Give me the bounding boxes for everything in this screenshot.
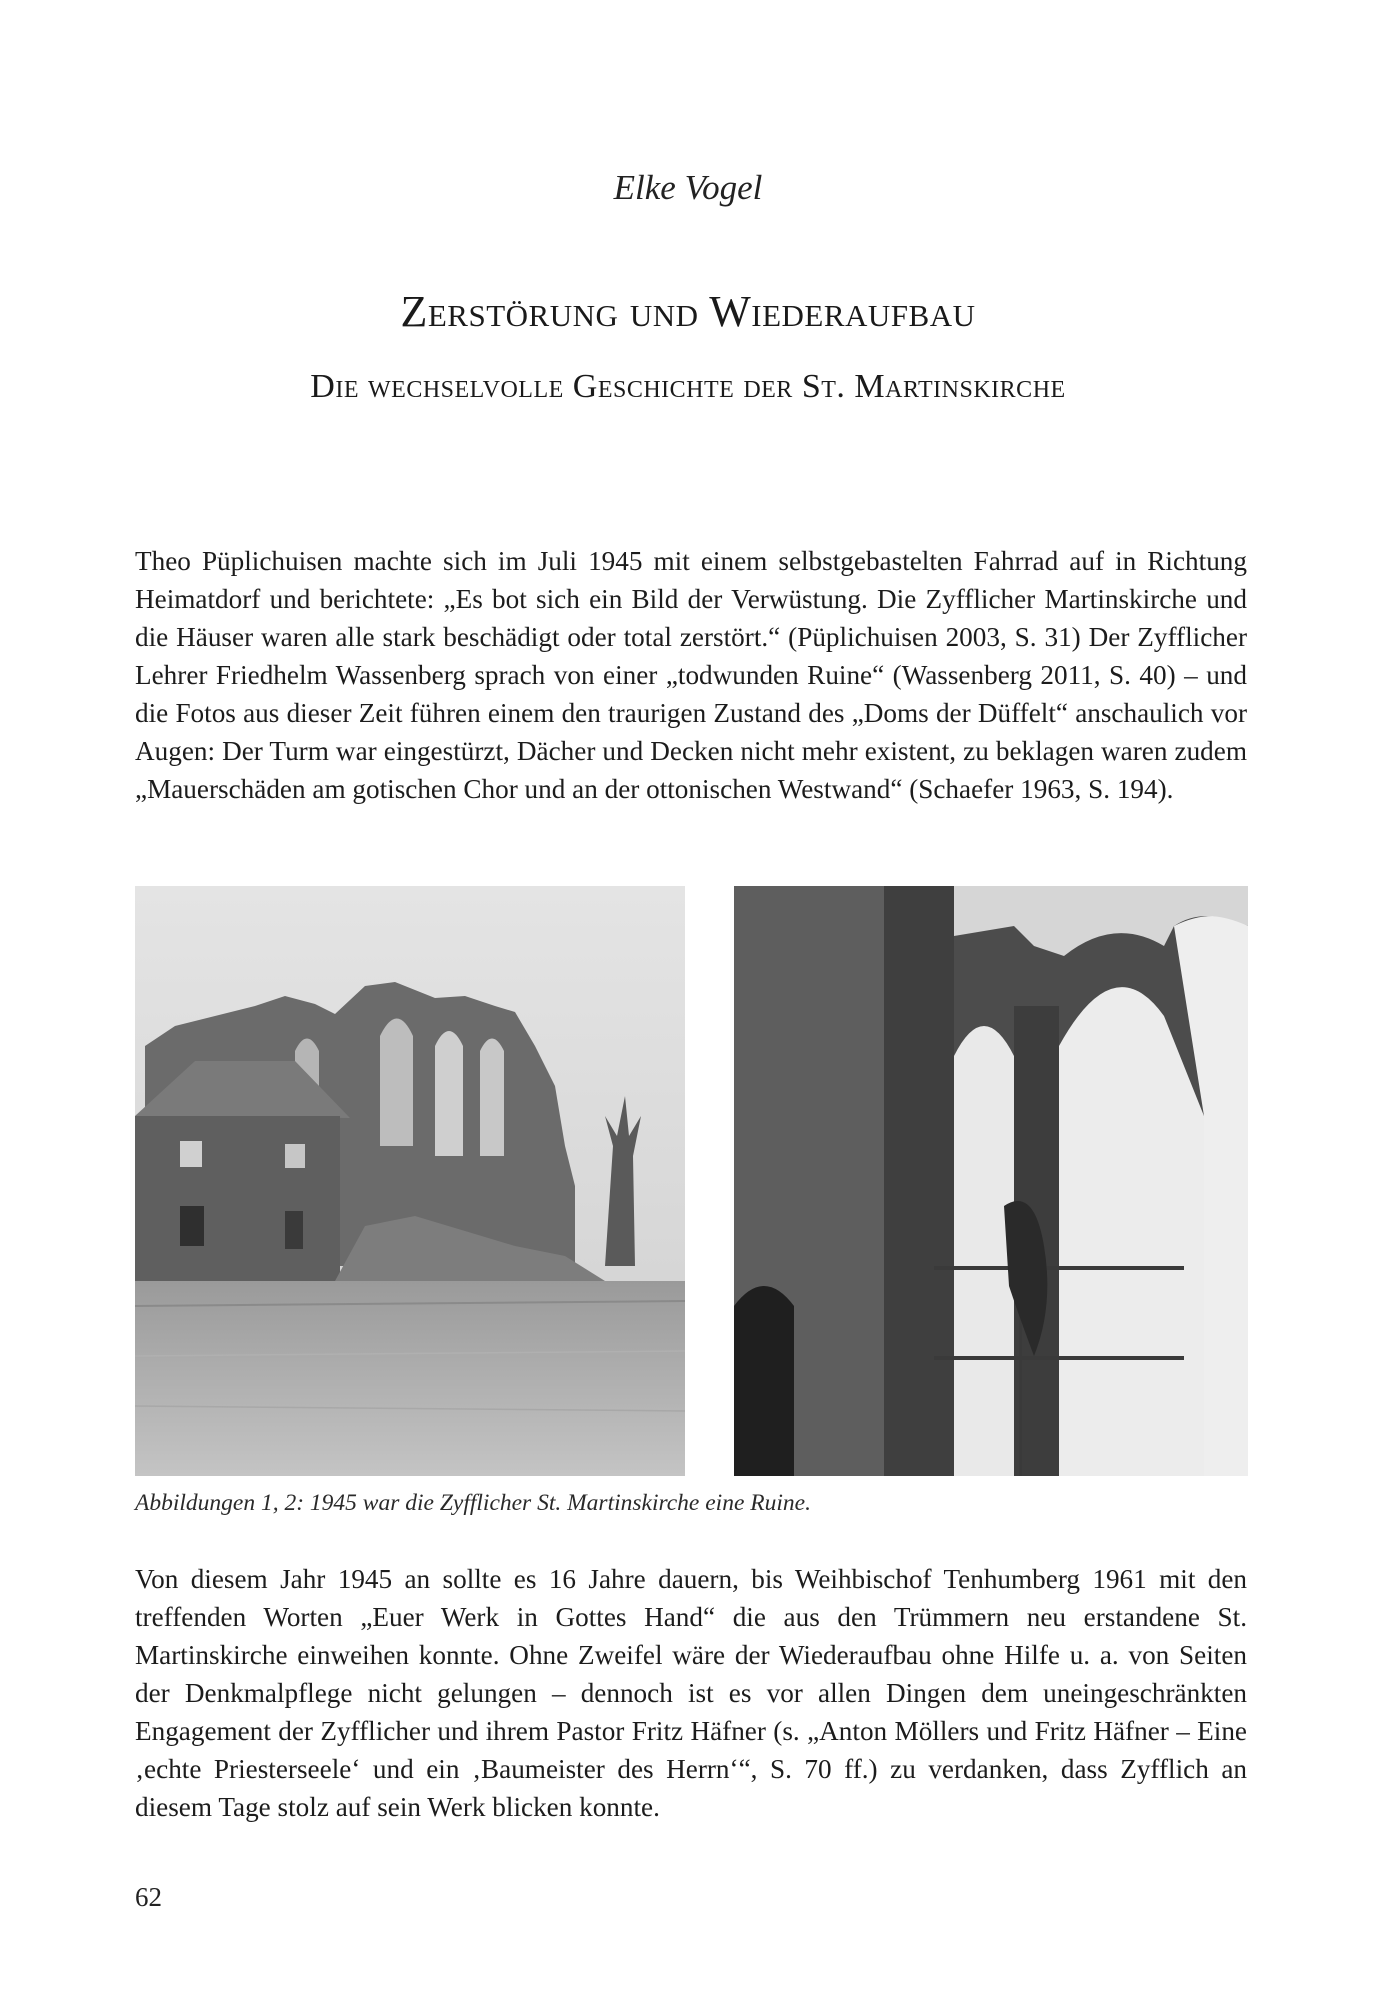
body-paragraph-1: Theo Püplichuisen machte sich im Juli 1945 mit einem selbstgebastelten Fahrrad auf in Richtung Heimatdorf und berichtete: „Es bot sich ein Bild der Verwüstung. Die Zyfflicher Martinskirche und die Häuser waren alle stark beschädigt oder total zerstört.“ (Püplichuisen 2003, S. 31) Der Zyfflicher Lehrer Friedhelm Wassenberg sprach von einer „todwunden Ruine“ (Wassenberg 2011, S. 40) – und die Fotos aus dieser Zeit führen einem den traurigen Zustand des „Doms der Düffelt“ anschaulich vor Augen: Der Turm war eingestürzt, Dächer und Decken nicht mehr existent, zu beklagen waren zudem „Mauerschäden am gotischen Chor und an der ottonischen Westwand“ (Schaefer 1963, S. 194). (135, 546, 1247, 804)
body-paragraph-2: Von diesem Jahr 1945 an sollte es 16 Jahre dauern, bis Weihbischof Tenhumberg 1961 mit den treffenden Worten „Euer Werk in Gottes Hand“ die aus den Trümmern neu erstandene St. Martinskirche einweihen konnte. Ohne Zweifel wäre der Wiederaufbau ohne Hilfe u. a. von Seiten der Denkmalpflege nicht gelungen – dennoch ist es vor allen Dingen dem uneingeschränkten Engagement der Zyfflicher und ihrem Pastor Fritz Häfner (s. „Anton Möllers und Fritz Häfner – Eine ‚echte Priesterseele‘ und ein ‚Baumeister des Herrn‘“, S. 70 ff.) zu verdanken, dass Zyfflich an diesem Tage stolz auf sein Werk blicken konnte. (135, 1564, 1247, 1822)
photo-church-ruin-interior (734, 886, 1248, 1476)
photo-church-ruin-exterior (135, 886, 685, 1476)
page-number: 62 (135, 1882, 162, 1912)
article-title: Zerstörung und Wiederaufbau (400, 287, 976, 336)
figure-caption: Abbildungen 1, 2: 1945 war die Zyfflicher St. Martinskirche eine Ruine. (135, 1490, 811, 1516)
article-subtitle: Die wechselvolle Geschichte der St. Martinskirche (310, 368, 1066, 405)
author-name: Elke Vogel (613, 168, 763, 207)
